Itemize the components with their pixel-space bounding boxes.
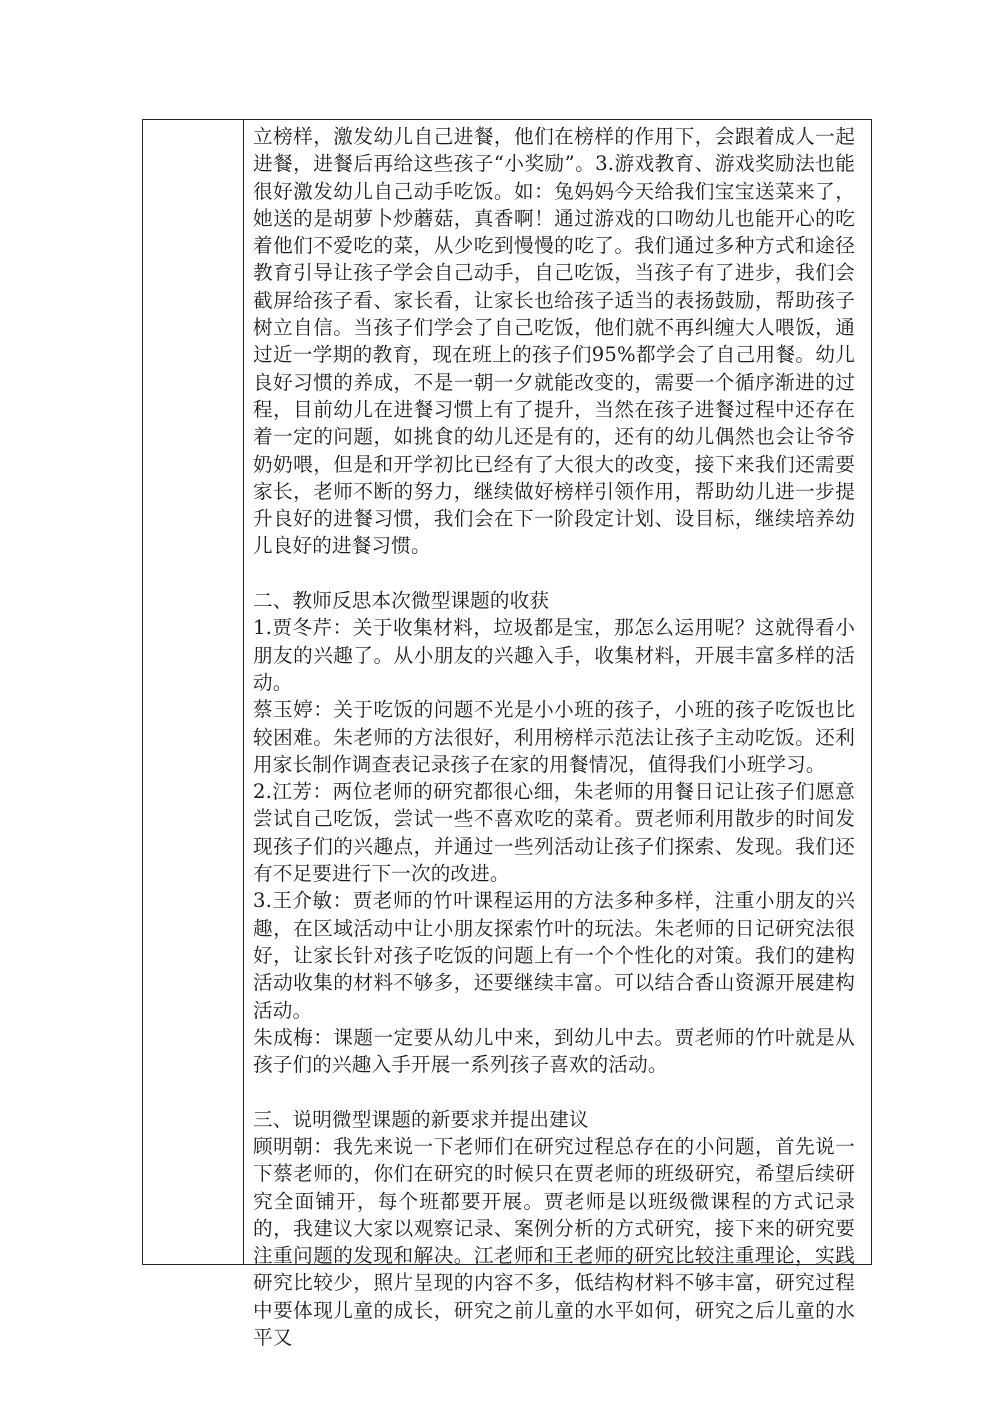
paragraph-gu-mingchao: 顾明朝：我先来说一下老师们在研究过程总存在的小问题，首先说一下蔡老师的，你们在研究的时候只在贾老师的班级研究，希望后续研究全面铺开，每个班都要开展。贾老师是以班级微课程的方式记录的，我建议大家以观察记录、案例分析的方式研究，接下来的研究要注重问题的发现和解决。江老师和王老师的研究比较注重理论，实践研究比较少，照片呈现的内容不多，低结构材料不够丰富，研究过程中要体现儿童的成长，研究之前儿童的水平如何，研究之后儿童的水平又 <box>253 1134 855 1350</box>
paragraph-jia-dongqin: 1.贾冬芹：关于收集材料，垃圾都是宝，那怎么运用呢？这就得看小朋友的兴趣了。从小朋友的兴趣入手，收集材料，开展丰富多样的活动。 <box>253 616 855 694</box>
paragraph-eating-habits: 立榜样，激发幼儿自己进餐，他们在榜样的作用下，会跟着成人一起进餐，进餐后再给这些孩子“小奖励”。3.游戏教育、游戏奖励法也能很好激发幼儿自己动手吃饭。如：兔妈妈今天给我们宝宝送菜来了，她送的是胡萝卜炒蘑菇，真香啊！通过游戏的口吻幼儿也能开心的吃着他们不爱吃的菜，从少吃到慢慢的吃了。我们通过多种方式和途径教育引导让孩子学会自己动手，自己吃饭，当孩子有了进步，我们会截屏给孩子看、家长看，让家长也给孩子适当的表扬鼓励，帮助孩子树立自信。当孩子们学会了自己吃饭，他们就不再纠缠大人喂饭，通过近一学期的教育，现在班上的孩子们95%都学会了自己用餐。幼儿良好习惯的养成，不是一朝一夕就能改变的，需要一个循序渐进的过程，目前幼儿在进餐习惯上有了提升，当然在孩子进餐过程中还存在着一定的问题，如挑食的幼儿还是有的，还有的幼儿偶然也会让爷爷奶奶喂，但是和开学初比已经有了大很大的改变，接下来我们还需要家长，老师不断的努力，继续做好榜样引领作用，帮助幼儿进一步提升良好的进餐习惯，我们会在下一阶段定计划、设目标，继续培养幼儿良好的进餐习惯。 <box>253 125 855 558</box>
table-left-cell <box>143 120 244 1264</box>
section-heading-new-requirements: 三、说明微型课题的新要求并提出建议 <box>253 1107 589 1131</box>
paragraph-wang-jiemin: 3.王介敏：贾老师的竹叶课程运用的方法多种多样，注重小朋友的兴趣，在区域活动中让小朋友探索竹叶的玩法。朱老师的日记研究法很好，让家长针对孩子吃饭的问题上有一个个性化的对策。我们的建构活动收集的材料不够多，还要继续丰富。可以结合香山资源开展建构活动。 <box>253 889 855 1022</box>
table-content-cell <box>244 120 871 1350</box>
paragraph-jiang-fang: 2.江芳：两位老师的研究都很心细，朱老师的用餐日记让孩子们愿意尝试自己吃饭，尝试一些不喜欢吃的菜肴。贾老师利用散步的时间发现孩子们的兴趣点，并通过一些列活动让孩子们探索、发现。我们还有不足要进行下一次的改进。 <box>253 780 855 886</box>
document-table <box>142 119 872 1350</box>
paragraph-zhu-chengmei: 朱成梅：课题一定要从幼儿中来，到幼儿中去。贾老师的竹叶就是从孩子们的兴趣入手开展一系列孩子喜欢的活动。 <box>253 1025 855 1077</box>
section-heading-teacher-reflection: 二、教师反思本次微型课题的收获 <box>253 589 550 613</box>
blank-line <box>253 560 855 587</box>
blank-line <box>253 1078 855 1105</box>
paragraph-cai-yuting: 蔡玉婷：关于吃饭的问题不光是小小班的孩子，小班的孩子吃饭也比较困难。朱老师的方法很好，利用榜样示范法让孩子主动吃饭。还利用家长制作调查表记录孩子在家的用餐情况，值得我们小班学习。 <box>253 698 855 776</box>
